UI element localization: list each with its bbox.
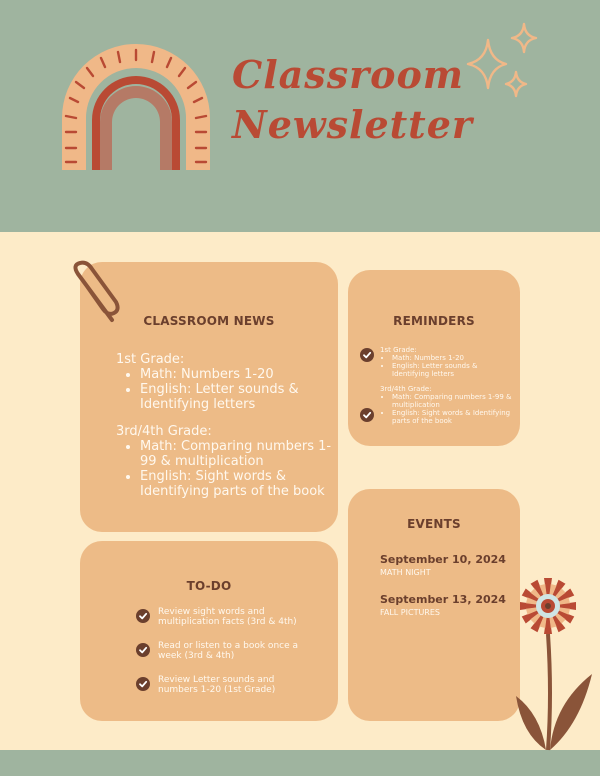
event-name: FALL PICTURES	[380, 608, 440, 617]
event-name: MATH NIGHT	[380, 568, 431, 577]
check-icon	[136, 677, 150, 691]
news-item: • English: Sight words & Identifying parts of the book	[140, 469, 332, 499]
todo-item-text: Review sight words and multiplication facts (3rd & 4th)	[158, 607, 297, 627]
classroom-news-body	[116, 352, 332, 511]
rainbow-icon	[56, 36, 216, 172]
reminder-group-label: 1st Grade:	[380, 346, 417, 354]
todo-card	[80, 541, 338, 721]
check-icon	[360, 408, 374, 422]
reminder-group	[380, 346, 514, 378]
news-item: • Math: Numbers 1-20	[140, 367, 332, 382]
news-group-label: 3rd/4th Grade:	[116, 424, 212, 439]
todo-item	[136, 675, 316, 695]
reminders-card	[348, 270, 520, 446]
news-list	[116, 439, 332, 499]
todo-item-text: Read or listen to a book once a week (3rd & 4th)	[158, 641, 299, 661]
todo-item-text: Review Letter sounds and numbers 1-20 (1st Grade)	[158, 675, 276, 695]
sparkle-icon	[462, 22, 542, 104]
event-date: September 13, 2024	[380, 593, 506, 606]
reminder-group-label: 3rd/4th Grade:	[380, 385, 432, 393]
news-item: • Math: Comparing numbers 1-99 & multiplication	[140, 439, 332, 469]
footer-band	[0, 750, 600, 776]
news-list	[116, 367, 332, 412]
todo-heading: TO-DO	[186, 579, 232, 593]
flower-icon	[500, 574, 600, 750]
event-date: September 10, 2024	[380, 553, 506, 566]
event-entry	[380, 553, 520, 577]
news-group-label: 1st Grade:	[116, 352, 185, 367]
reminder-item: • English: Letter sounds & Identifying letters	[392, 362, 514, 378]
reminder-item: • Math: Comparing numbers 1-99 & multiplication	[392, 393, 514, 409]
reminder-item: • English: Sight words & Identifying parts of the book	[392, 409, 514, 425]
reminders-heading: REMINDERS	[393, 314, 475, 328]
events-heading: EVENTS	[407, 517, 461, 531]
todo-item	[136, 641, 316, 661]
news-group	[116, 352, 332, 412]
event-entry	[380, 593, 520, 617]
news-item: • English: Letter sounds & Identifying letters	[140, 382, 332, 412]
check-icon	[360, 348, 374, 362]
news-group	[116, 424, 332, 499]
todo-item	[136, 607, 316, 627]
events-card	[348, 489, 520, 721]
paperclip-icon	[62, 260, 124, 330]
reminders-body	[380, 346, 514, 432]
title-line-2: Newsletter	[232, 102, 473, 147]
classroom-news-heading: CLASSROOM NEWS	[143, 314, 275, 328]
reminder-item: • Math: Numbers 1-20	[392, 354, 514, 362]
reminder-group	[380, 385, 514, 425]
title-line-1: Classroom	[232, 52, 465, 97]
check-icon	[136, 609, 150, 623]
reminder-list	[380, 393, 514, 425]
check-icon	[136, 643, 150, 657]
reminder-list	[380, 354, 514, 378]
